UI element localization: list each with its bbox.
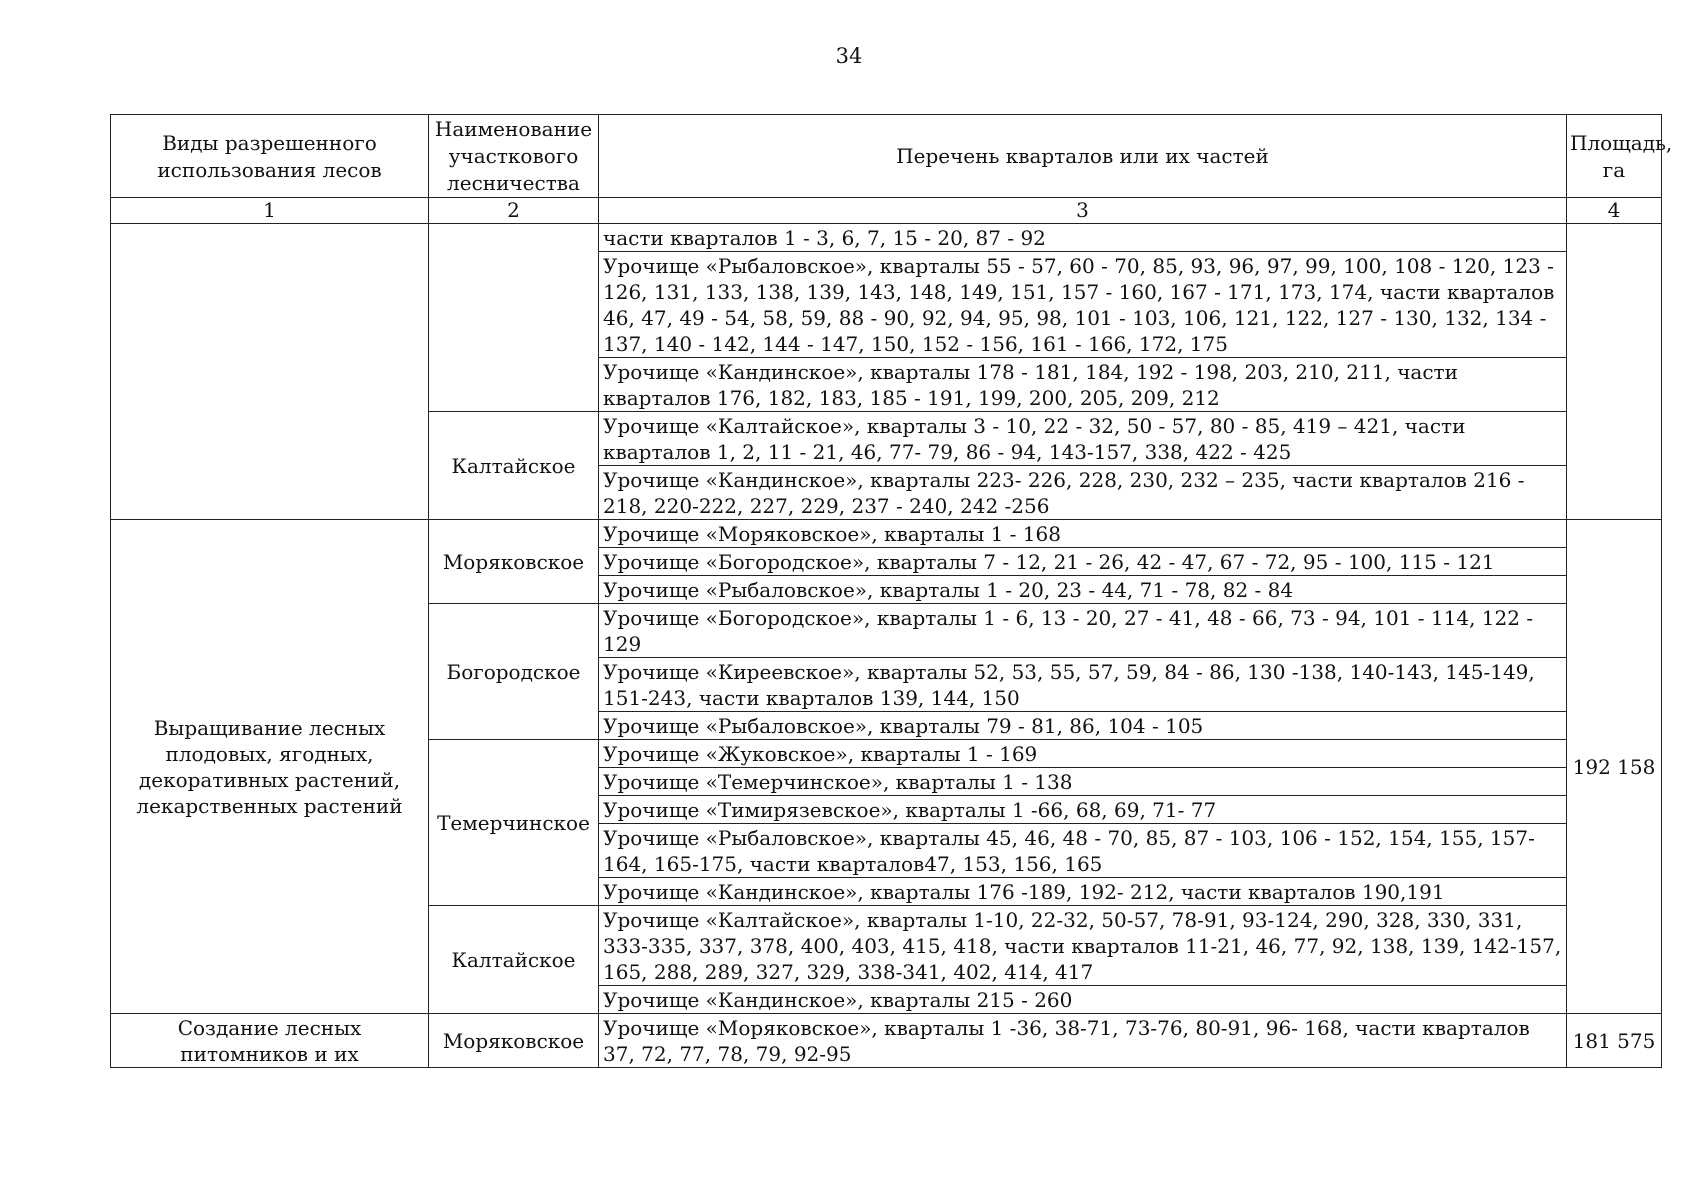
table-header-row xyxy=(111,115,1662,198)
quarters-cell: Урочище «Калтайское», кварталы 1-10, 22-32, 50-57, 78-91, 93-124, 290, 328, 330, 331, 333-335, 337, 378, 400, 403, 415, 418, части кварталов 11-21, 46, 77, 92, 138, 139, 142-157, 165, 288, 289, 327, 329, 338-341, 402, 414, 417 xyxy=(599,906,1567,986)
area-cell: 192 158 xyxy=(1567,520,1662,1014)
quarters-cell: Урочище «Тимирязевское», кварталы 1 -66, 68, 69, 71- 77 xyxy=(599,796,1567,824)
header-use-type: Виды разрешенного использования лесов xyxy=(111,115,429,198)
table-row xyxy=(111,520,1662,548)
quarters-cell: Урочище «Темерчинское», кварталы 1 - 138 xyxy=(599,768,1567,796)
forestry-name-cell: Богородское xyxy=(429,604,599,740)
quarters-cell: Урочище «Кандинское», кварталы 223- 226, 228, 230, 232 – 235, части кварталов 216 - 218, 220-222, 227, 229, 237 - 240, 242 -256 xyxy=(599,466,1567,520)
use-type-cell: Выращивание лесных плодовых, ягодных, декоративных растений, лекарственных растений xyxy=(111,520,429,1014)
quarters-cell: Урочище «Жуковское», кварталы 1 - 169 xyxy=(599,740,1567,768)
forestry-name-cell: Калтайское xyxy=(429,412,599,520)
quarters-cell: Урочище «Рыбаловское», кварталы 1 - 20, 23 - 44, 71 - 78, 82 - 84 xyxy=(599,576,1567,604)
forestry-cell-continued xyxy=(429,224,599,412)
quarters-cell: Урочище «Богородское», кварталы 7 - 12, 21 - 26, 42 - 47, 67 - 72, 95 - 100, 115 - 121 xyxy=(599,548,1567,576)
forestry-name-cell: Калтайское xyxy=(429,906,599,1014)
header-forestry-name: Наименование участкового лесничества xyxy=(429,115,599,198)
forestry-name-cell: Темерчинское xyxy=(429,740,599,906)
column-number-row xyxy=(111,198,1662,224)
quarters-cell: Урочище «Моряковское», кварталы 1 -36, 38-71, 73-76, 80-91, 96- 168, части кварталов 37, 72, 77, 78, 79, 92-95 xyxy=(599,1014,1567,1068)
use-type-cell-continued xyxy=(111,224,429,520)
use-type-cell: Создание лесных питомников и их xyxy=(111,1014,429,1068)
quarters-cell: Урочище «Рыбаловское», кварталы 45, 46, 48 - 70, 85, 87 - 103, 106 - 152, 154, 155, 157-164, 165-175, части кварталов47, 153, 156, 165 xyxy=(599,824,1567,878)
quarters-cell: Урочище «Богородское», кварталы 1 - 6, 13 - 20, 27 - 41, 48 - 66, 73 - 94, 101 - 114, 122 - 129 xyxy=(599,604,1567,658)
column-number: 2 xyxy=(429,198,599,224)
header-area: Площадь, га xyxy=(1567,115,1662,198)
table-row xyxy=(111,224,1662,252)
area-cell-continued xyxy=(1567,224,1662,520)
column-number: 4 xyxy=(1567,198,1662,224)
table-row xyxy=(111,1014,1662,1068)
quarters-cell: части кварталов 1 - 3, 6, 7, 15 - 20, 87 - 92 xyxy=(599,224,1567,252)
column-number: 1 xyxy=(111,198,429,224)
header-quarters-list: Перечень кварталов или их частей xyxy=(599,115,1567,198)
column-number: 3 xyxy=(599,198,1567,224)
page-number: 34 xyxy=(835,44,863,68)
quarters-cell: Урочище «Калтайское», кварталы 3 - 10, 22 - 32, 50 - 57, 80 - 85, 419 – 421, части кварталов 1, 2, 11 - 21, 46, 77- 79, 86 - 94, 143-157, 338, 422 - 425 xyxy=(599,412,1567,466)
forest-use-table xyxy=(110,114,1673,1068)
forestry-name-cell: Моряковское xyxy=(429,520,599,604)
quarters-cell: Урочище «Киреевское», кварталы 52, 53, 55, 57, 59, 84 - 86, 130 -138, 140-143, 145-149, 151-243, части кварталов 139, 144, 150 xyxy=(599,658,1567,712)
quarters-cell: Урочище «Кандинское», кварталы 176 -189, 192- 212, части кварталов 190,191 xyxy=(599,878,1567,906)
area-cell: 181 575 xyxy=(1567,1014,1662,1068)
quarters-cell: Урочище «Рыбаловское», кварталы 55 - 57, 60 - 70, 85, 93, 96, 97, 99, 100, 108 - 120, 123 - 126, 131, 133, 138, 139, 143, 148, 149, 151, 157 - 160, 167 - 171, 173, 174, части кварталов 46, 47, 49 - 54, 58, 59, 88 - 90, 92, 94, 95, 98, 101 - 103, 106, 121, 122, 127 - 130, 132, 134 - 137, 140 - 142, 144 - 147, 150, 152 - 156, 161 - 166, 172, 175 xyxy=(599,252,1567,358)
quarters-cell: Урочище «Моряковское», кварталы 1 - 168 xyxy=(599,520,1567,548)
forestry-name-cell: Моряковское xyxy=(429,1014,599,1068)
quarters-cell: Урочище «Кандинское», кварталы 178 - 181, 184, 192 - 198, 203, 210, 211, части кварталов 176, 182, 183, 185 - 191, 199, 200, 205, 209, 212 xyxy=(599,358,1567,412)
quarters-cell: Урочище «Кандинское», кварталы 215 - 260 xyxy=(599,986,1567,1014)
quarters-cell: Урочище «Рыбаловское», кварталы 79 - 81, 86, 104 - 105 xyxy=(599,712,1567,740)
